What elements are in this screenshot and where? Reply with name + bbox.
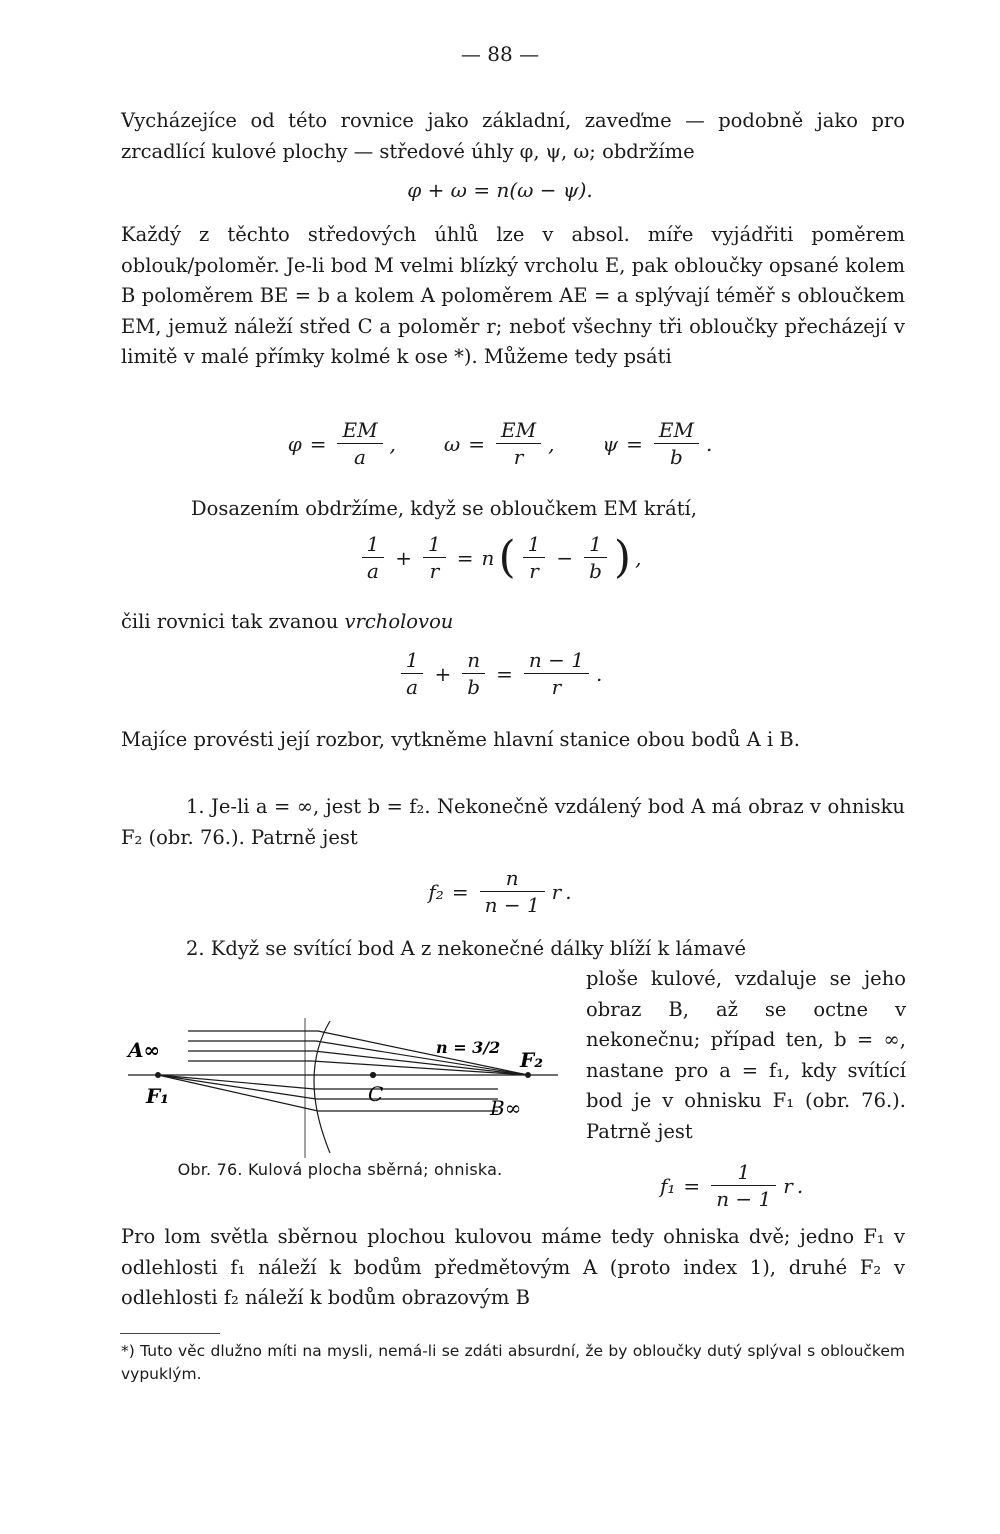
figure-76-diagram [118, 1013, 568, 1163]
symbol-omega: ω [443, 431, 461, 456]
paragraph-case-1: 1. Je-li a = ∞, jest b = f₂. Nekonečně vzdálený bod A má obraz v ohnisku F₂ (obr. 76.). Patrně jest [121, 795, 905, 849]
center-point-c [371, 1073, 376, 1078]
symbol-phi: φ [287, 431, 302, 456]
focus-point-f2 [525, 1072, 531, 1078]
equals-sign: = [309, 431, 327, 456]
page-number: — 88 — [460, 42, 540, 66]
footnote-rule [120, 1333, 220, 1334]
symbol-psi: ψ [602, 431, 619, 456]
term-vertex: vrcholovou [344, 610, 454, 633]
fraction-em-a: $\frac{EM}{a}$ [337, 418, 382, 469]
equation-angles: φ + ω = n(ω − ψ). [407, 178, 593, 202]
equation-substituted: $\frac{1}{a}$ + $\frac{1}{r}$ = n ( $\frac{1}{r}$ − $\frac{1}{b}$ ) , [0, 532, 1000, 583]
footnote: *) Tuto věc dlužno míti na mysli, nemá-li se zdáti absurdní, že by obloučky dutý splýval s obloučkem vypuklým. [121, 1342, 905, 1383]
fraction-em-b: $\frac{EM}{b}$ [654, 418, 699, 469]
equation-ratios: φ = $\frac{EM}{a}$ , ω = $\frac{EM}{r}$ , ψ = $\frac{EM}{b}$ . [287, 418, 713, 469]
figure-label-f2: F₂ [520, 1048, 543, 1072]
fraction-em-r: $\frac{EM}{r}$ [496, 418, 541, 469]
equation-f1: f₁ = $\frac{1}{n - 1}$ r . [660, 1160, 804, 1211]
focus-point-f1 [155, 1072, 161, 1078]
paragraph-intro: Vycházejíce od této rovnice jako základní, zaveďme — podobně jako pro zrcadlící kulové plochy — středové úhly φ, ψ, ω; obdržíme [121, 109, 905, 163]
paragraph-angles: Každý z těchto středových úhlů lze v absol. míře vyjádřiti poměrem oblouk/poloměr. Je-li bod M velmi blízký vrcholu E, pak obloučky opsané kolem B poloměrem BE = b a kolem A poloměrem AE = a splývají téměř s obloučkem EM, jemuž náleží střed C a poloměr r; neboť všechny tři obloučky přecházejí v limitě v malé přímky kolmé k ose *). Můžeme tedy psáti [121, 223, 905, 368]
figure-label-c: C [368, 1082, 384, 1106]
paragraph-analysis: Majíce provésti její rozbor, vytkněme hlavní stanice obou bodů A i B. [121, 728, 800, 751]
paragraph-vertex-equation: čili rovnici tak zvanou vrcholovou [121, 610, 454, 633]
paragraph-case-2-side: ploše kulové, vzdaluje se jeho obraz B, až se octne v nekonečnu; případ ten, b = ∞, nastane pro a = f₁, kdy svítící bod je v ohnisku F₁ (obr. 76.). Patrně jest [586, 967, 906, 1143]
paragraph-case-2-lead: 2. Když se svítící bod A z nekonečné dálky blíží k lámavé [186, 937, 746, 960]
figure-caption: Obr. 76. Kulová plocha sběrná; ohniska. [177, 1160, 503, 1179]
figure-label-b: B∞ [490, 1096, 522, 1120]
paragraph-substitution: Dosazením obdržíme, když se obloučkem EM krátí, [191, 497, 697, 520]
figure-label-f1: F₁ [146, 1084, 169, 1108]
equation-f2: f₂ = $\frac{n}{n - 1}$ r . [428, 866, 572, 917]
paragraph-two-foci: Pro lom světla sběrnou plochou kulovou máme tedy ohniska dvě; jedno F₁ v odlehlosti f₁ náleží k bodům předmětovým A (proto index 1), druhé F₂ v odlehlosti f₂ náleží k bodům obrazovým B [121, 1225, 905, 1309]
equation-vertex: $\frac{1}{a}$ + $\frac{n}{b}$ = $\frac{n - 1}{r}$ . [0, 648, 1000, 699]
figure-label-n: n = 3/2 [436, 1038, 501, 1057]
figure-label-a: A∞ [128, 1038, 161, 1062]
